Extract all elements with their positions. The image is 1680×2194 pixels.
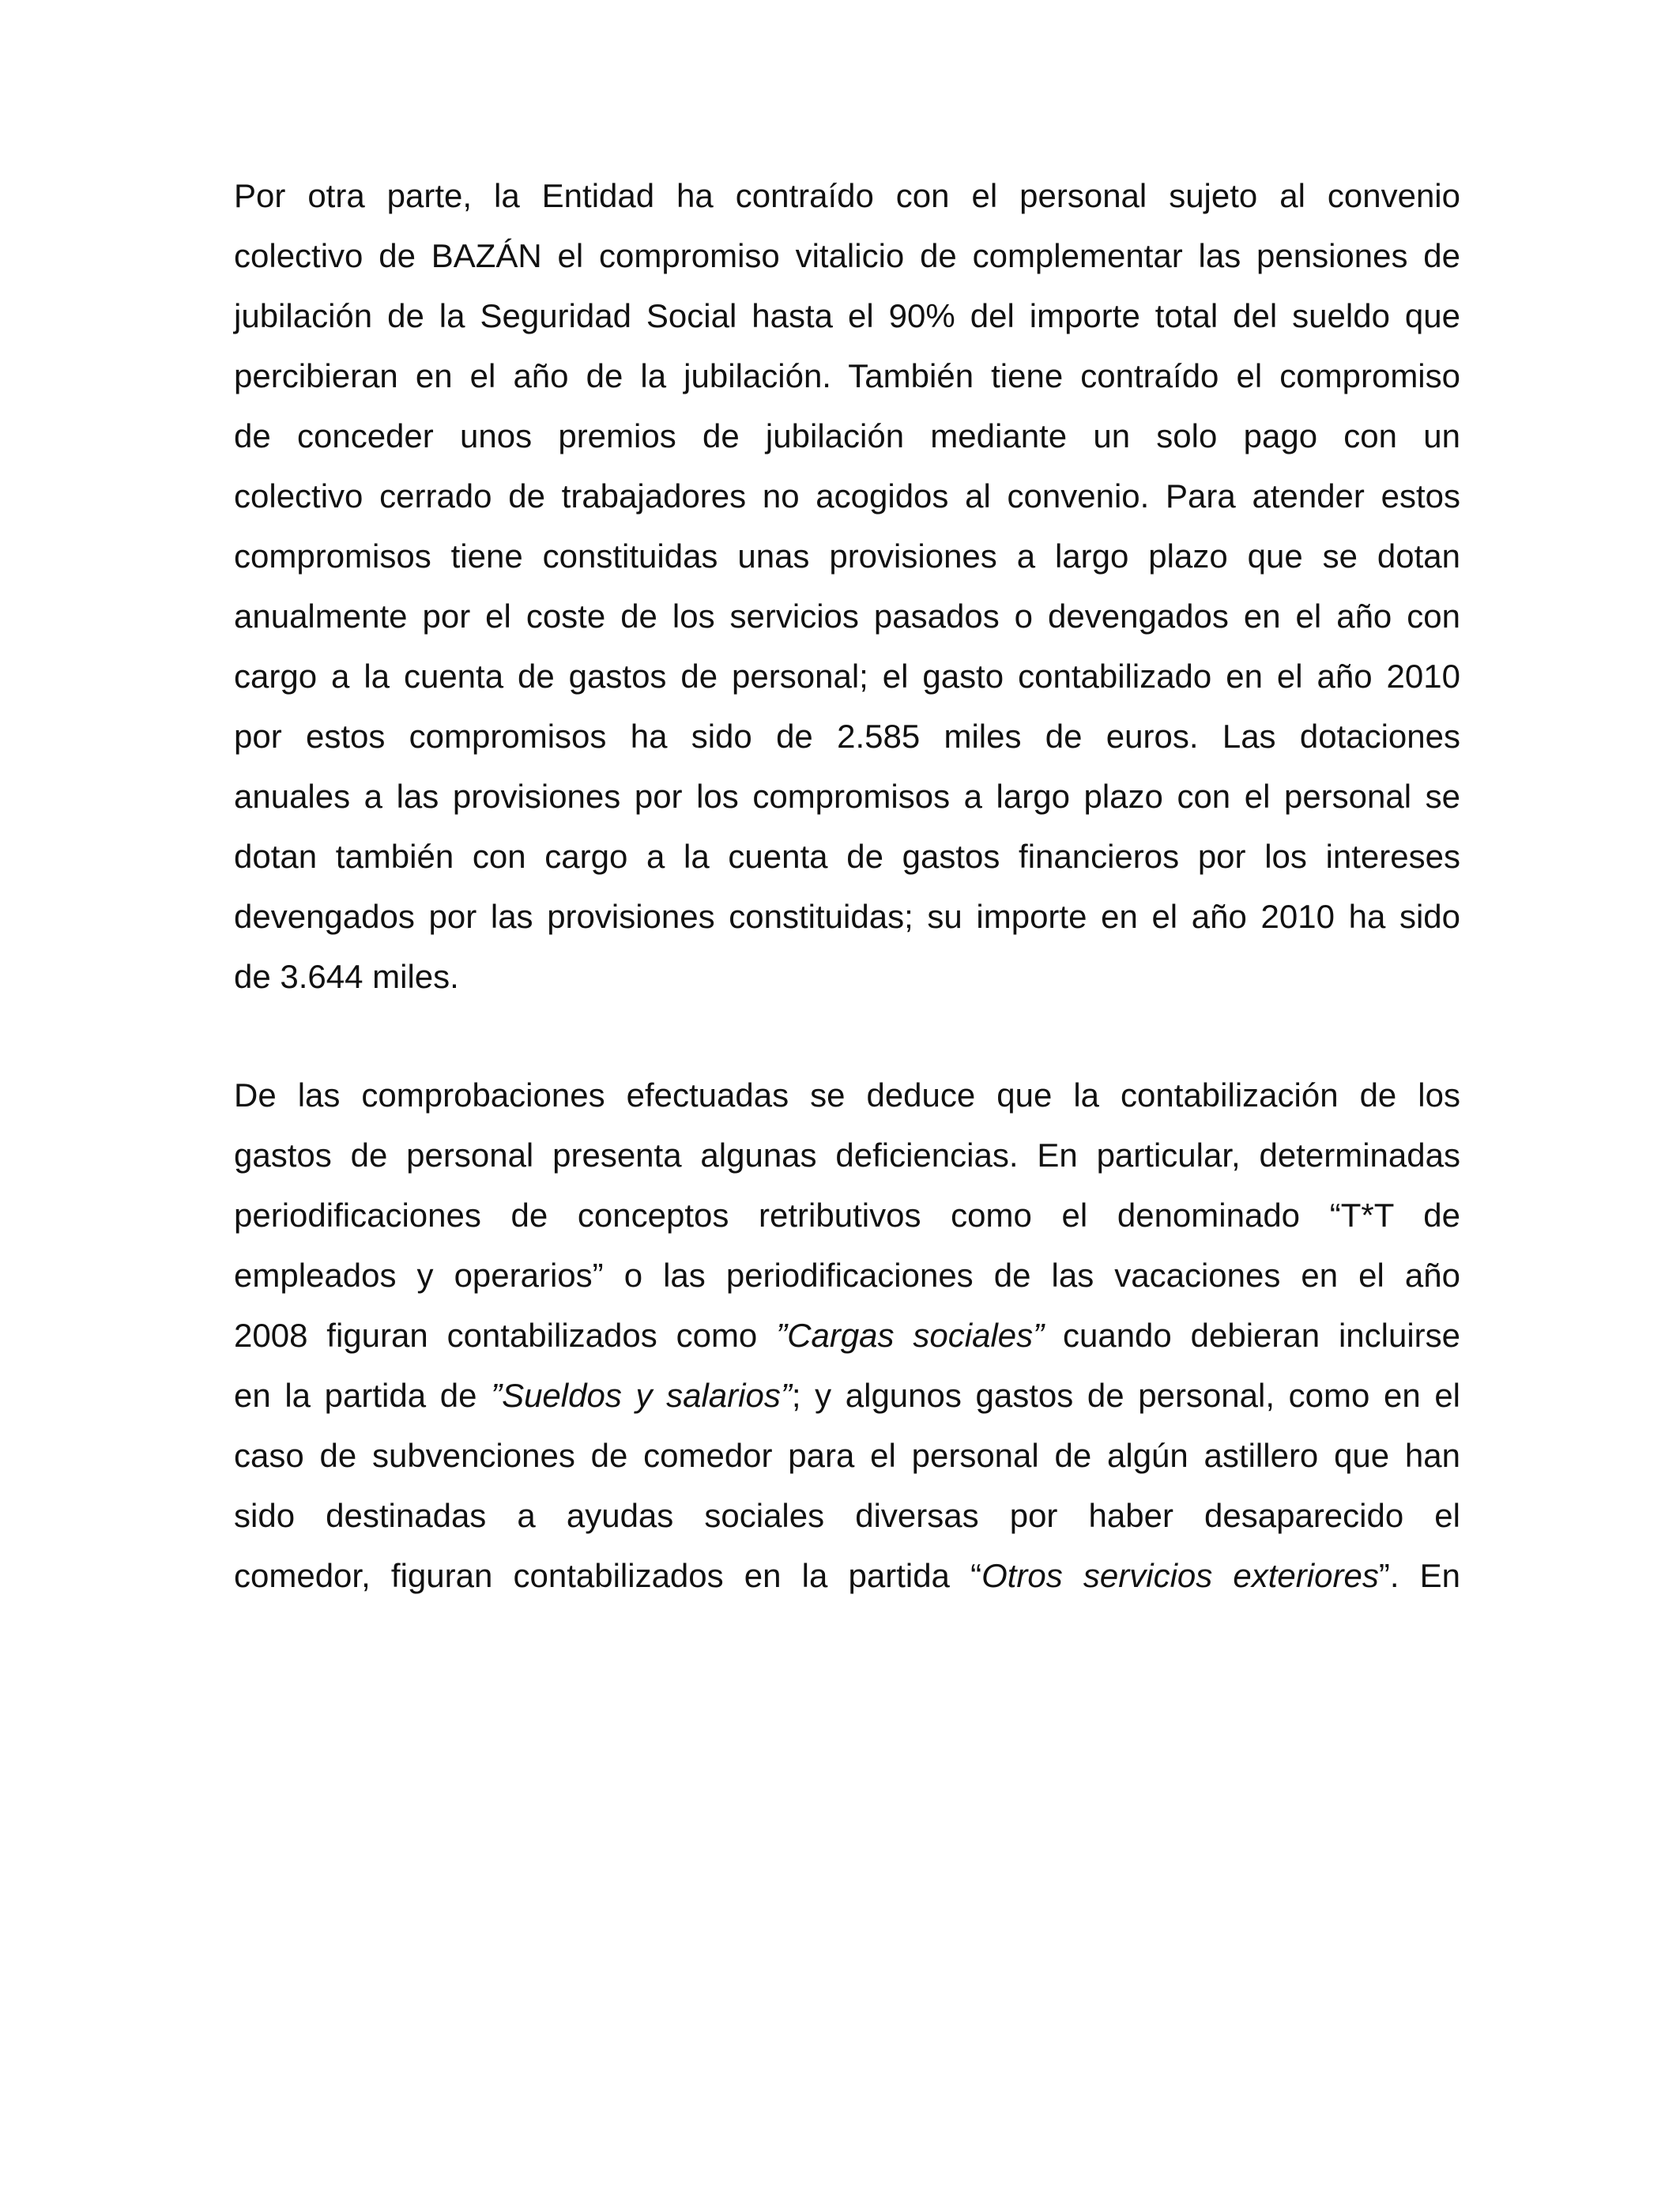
line-text: ”. En <box>1378 1557 1461 1594</box>
paragraph-line <box>234 1546 1460 1606</box>
paragraph-line: jubilación de la Seguridad Social hasta el 90% del importe total del sueldo que <box>234 297 1460 334</box>
line-text: ; y algunos gastos de personal, como en el <box>791 1377 1461 1414</box>
paragraph-line: de conceder unos premios de jubilación mediante un solo pago con un <box>234 417 1460 454</box>
line-text: cuando debieran incluirse <box>1044 1317 1461 1354</box>
paragraph-pensions <box>234 166 1460 1007</box>
paragraph-line: empleados y operarios” o las periodificaciones de las vacaciones en el año <box>234 1257 1460 1294</box>
paragraph-line: devengados por las provisiones constituidas; su importe en el año 2010 ha sido <box>234 898 1460 935</box>
paragraph-line: periodificaciones de conceptos retributivos como el denominado “T*T de <box>234 1197 1460 1234</box>
paragraph-line: compromisos tiene constituidas unas provisiones a largo plazo que se dotan <box>234 537 1460 575</box>
paragraph-line: caso de subvenciones de comedor para el personal de algún astillero que han <box>234 1437 1460 1474</box>
paragraph-line: cargo a la cuenta de gastos de personal; el gasto contabilizado en el año 2010 <box>234 658 1460 695</box>
line-text: 2008 figuran contabilizados como <box>234 1317 777 1354</box>
paragraph-line: por estos compromisos ha sido de 2.585 miles de euros. Las dotaciones <box>234 718 1460 755</box>
paragraph-deficiencies <box>234 1065 1460 1606</box>
paragraph-line: De las comprobaciones efectuadas se deduce que la contabilización de los <box>234 1076 1460 1114</box>
paragraph-line <box>234 1366 1460 1426</box>
paragraph-line: percibieran en el año de la jubilación. También tiene contraído el compromiso <box>234 357 1460 394</box>
paragraph-line: anuales a las provisiones por los compromisos a largo plazo con el personal se <box>234 778 1460 815</box>
paragraph-line: anualmente por el coste de los servicios pasados o devengados en el año con <box>234 598 1460 635</box>
italic-term-otros-servicios-exteriores: Otros servicios exteriores <box>981 1557 1379 1594</box>
paragraph-line <box>234 1306 1460 1366</box>
line-text: en la partida de <box>234 1377 492 1414</box>
italic-term-sueldos-y-salarios: ”Sueldos y salarios” <box>491 1377 792 1414</box>
paragraph-line: colectivo de BAZÁN el compromiso vitalicio de complementar las pensiones de <box>234 237 1460 274</box>
paragraph-line: de 3.644 miles. <box>234 958 459 995</box>
paragraph-line: Por otra parte, la Entidad ha contraído con el personal sujeto al convenio <box>234 177 1460 214</box>
line-text: comedor, figuran contabilizados en la partida “ <box>234 1557 982 1594</box>
paragraph-line: gastos de personal presenta algunas deficiencias. En particular, determinadas <box>234 1137 1460 1174</box>
paragraph-line: colectivo cerrado de trabajadores no acogidos al convenio. Para atender estos <box>234 477 1460 515</box>
italic-term-cargas-sociales: ”Cargas sociales” <box>776 1317 1045 1354</box>
paragraph-line: sido destinadas a ayudas sociales diversas por haber desaparecido el <box>234 1497 1460 1534</box>
paragraph-line: dotan también con cargo a la cuenta de gastos financieros por los intereses <box>234 838 1460 875</box>
